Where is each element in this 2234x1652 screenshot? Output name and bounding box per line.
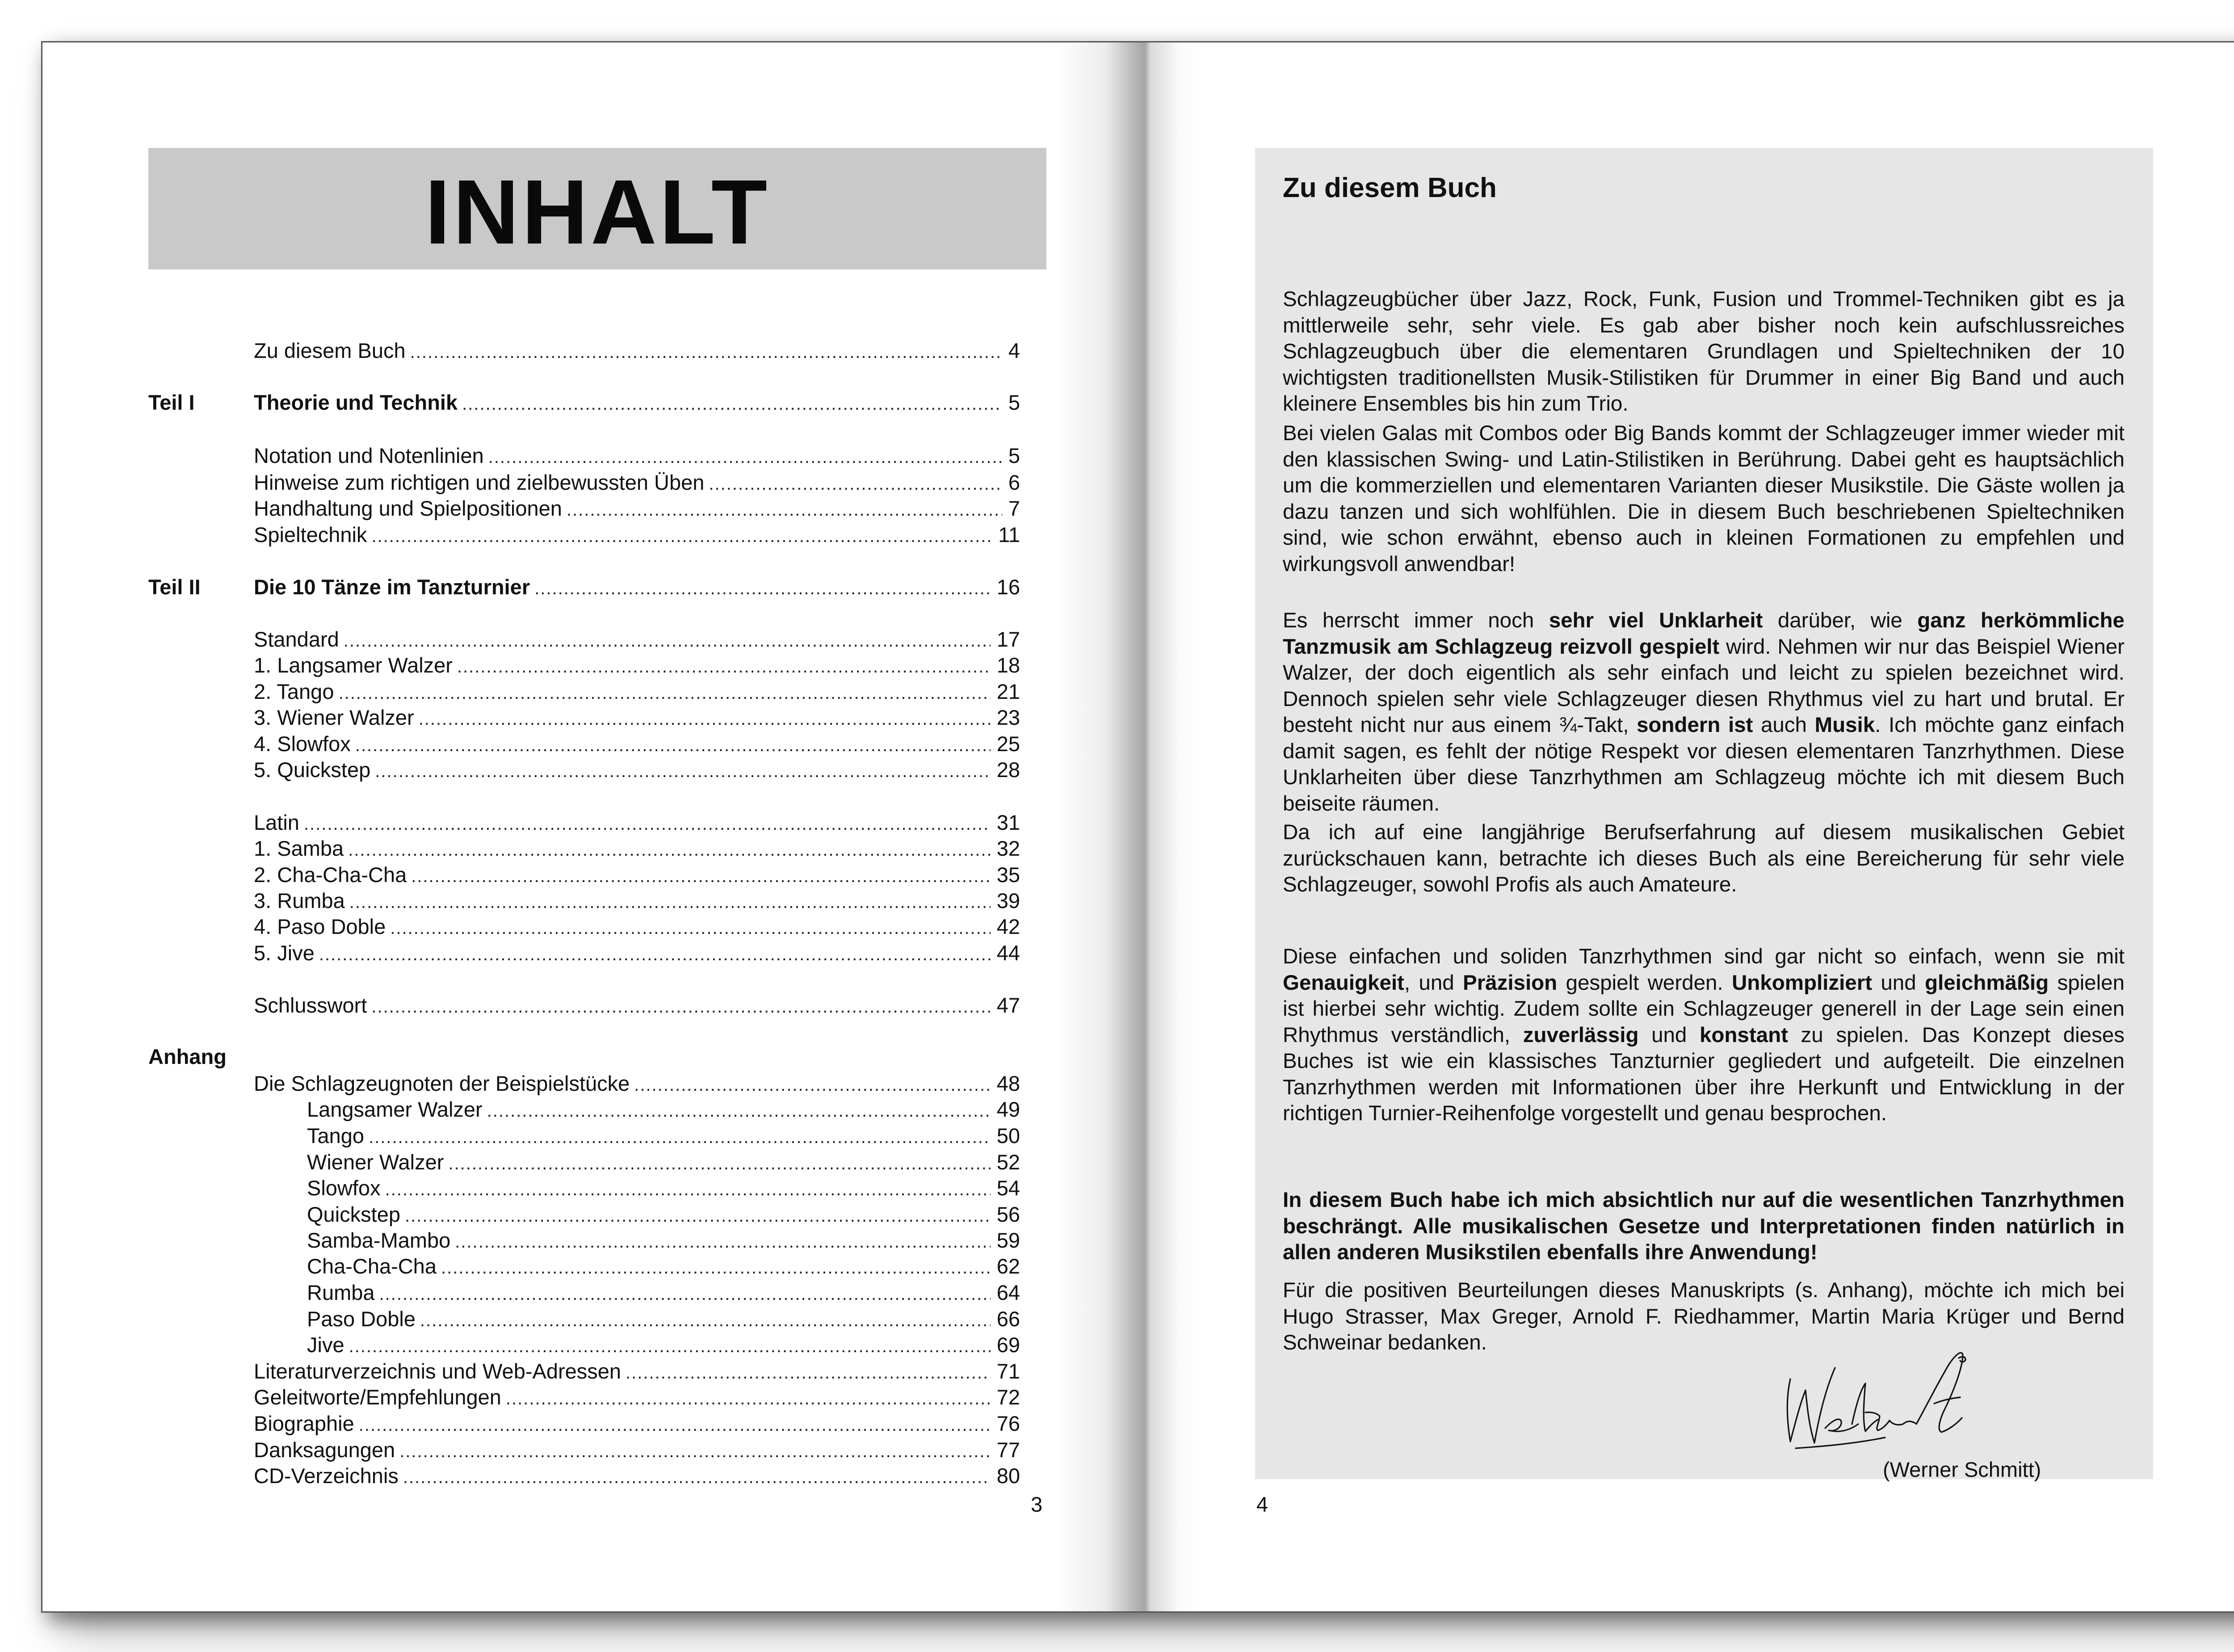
- signature-name: (Werner Schmitt): [1883, 1458, 2041, 1481]
- foreword-paragraph: [1283, 608, 2125, 817]
- toc-part-label: Teil II: [148, 575, 201, 599]
- toc-entry-title: 3. Rumba: [254, 889, 345, 912]
- emphasis-text: Musik: [1814, 713, 1875, 737]
- toc-entry-page: 66: [996, 1307, 1020, 1331]
- emphasis-text: sondern ist: [1636, 713, 1753, 737]
- emphasis-text: In diesem Buch habe ich mich absichtlich nur auf die wesentlichen Tanzrhythmen beschrängt. Alle musikalischen Gesetze und Interpretationen finden natürlich in allen anderen Musikstilen ebenfalls ihre Anwendung!: [1283, 1188, 2125, 1264]
- toc-entry-title: Latin: [254, 811, 299, 834]
- dot-leader: [375, 758, 990, 783]
- toc-entry-title: Rumba: [307, 1281, 375, 1304]
- dot-leader: [487, 1097, 991, 1123]
- toc-entry[interactable]: [307, 1253, 1020, 1280]
- page-number-left: 3: [1031, 1492, 1043, 1516]
- toc-entry-title: 5. Jive: [254, 941, 315, 965]
- toc-entry-page: 49: [996, 1097, 1020, 1121]
- toc-entry-title: 4. Paso Doble: [254, 915, 386, 938]
- paragraph-text: Diese einfachen und soliden Tanzrhythmen sind gar nicht so einfach, wenn sie mit: [1283, 945, 2125, 968]
- dot-leader: [348, 837, 991, 862]
- toc-entry[interactable]: [307, 1201, 1020, 1228]
- toc-entry[interactable]: [254, 389, 1020, 416]
- dot-leader: [457, 653, 991, 679]
- emphasis-text: ganz herkömmliche Tanzmusik am Schlagzeug reizvoll gespielt: [1283, 609, 2125, 659]
- toc-entry[interactable]: [307, 1279, 1020, 1306]
- dot-leader: [379, 1281, 991, 1306]
- dot-leader: [411, 863, 991, 888]
- toc-entry-title: Geleitworte/Empfehlungen: [254, 1385, 501, 1409]
- toc-entry-title: CD-Verzeichnis: [254, 1464, 399, 1488]
- dot-leader: [319, 941, 991, 967]
- dot-leader: [385, 1176, 991, 1202]
- dot-leader: [371, 523, 992, 548]
- toc-entry[interactable]: [254, 1410, 1020, 1437]
- toc-entry-title: 5. Quickstep: [254, 758, 371, 782]
- toc-entry-title: Langsamer Walzer: [307, 1097, 483, 1121]
- toc-entry-page: 31: [996, 811, 1020, 834]
- toc-section-anhang: Anhang: [148, 1045, 227, 1068]
- toc-entry-page: 11: [998, 523, 1020, 546]
- toc-entry-title: 1. Samba: [254, 837, 344, 860]
- paragraph-text: spielen ist hierbei sehr wichtig. Zudem sollte ein Schlagzeuger generell in der Lage sein einen Rhythmus verständlich,: [1283, 971, 2125, 1047]
- foreword-paragraph: [1283, 944, 2125, 1127]
- dot-leader: [709, 471, 1002, 496]
- toc-entry[interactable]: [254, 862, 1020, 888]
- toc-entry-title: Tango: [307, 1124, 365, 1148]
- toc-entry[interactable]: [254, 992, 1020, 1019]
- toc-entry-title: Hinweise zum richtigen und zielbewussten Üben: [254, 471, 705, 494]
- paragraph-text: zu spielen. Das Konzept dieses Buches ist wie ein klassisches Tanzturnier gegliedert und aufgeteilt. Die einzelnen Tanzrhythmen werden mit Informationen über ihre Herkunft und Entwicklung in der richtigen Turnier-Reihenfolge vorgestellt und genau besprochen.: [1283, 1023, 2125, 1125]
- paragraph-text: gespielt werden.: [1557, 971, 1732, 995]
- dot-leader: [405, 1202, 991, 1228]
- toc-entry-title: Spieltechnik: [254, 523, 367, 546]
- toc-entry[interactable]: [254, 913, 1020, 940]
- toc-entry-page: 42: [996, 915, 1020, 938]
- toc-entry[interactable]: [254, 1384, 1020, 1411]
- toc-entry-title: Die 10 Tänze im Tanzturnier: [254, 575, 530, 599]
- paragraph-text: und: [1872, 971, 1925, 995]
- emphasis-text: konstant: [1699, 1023, 1788, 1047]
- toc-entry-title: Danksagungen: [254, 1438, 395, 1462]
- toc-entry-title: 2. Tango: [254, 680, 334, 703]
- toc-entry[interactable]: [254, 757, 1020, 783]
- toc-entry[interactable]: [307, 1122, 1020, 1149]
- dot-leader: [304, 811, 991, 836]
- dot-leader: [410, 339, 1002, 364]
- dot-leader: [626, 1359, 991, 1385]
- paragraph-text: . Ich möchte ganz einfach damit sagen, es fehlt der nötige Respekt vor diesen elementaren Tanzrhythmen. Diese Unklarheiten über diese Tanzrhythmen am Schlagzeug möchte ich mit diesem Buch beiseite räumen.: [1283, 713, 2125, 815]
- toc-entry-page: 54: [996, 1176, 1020, 1200]
- toc-entry-title: 4. Slowfox: [254, 732, 351, 756]
- dot-leader: [419, 706, 991, 731]
- paragraph-text: Da ich auf eine langjährige Berufserfahrung auf diesem musikalischen Gebiet zurückschauen kann, betrachte ich dieses Buch als eine Bereicherung für sehr viele Schlagzeuger, sowohl Profis als auch Amateure.: [1283, 820, 2125, 896]
- foreword-heading: Zu diesem Buch: [1283, 172, 1497, 203]
- toc-entry-title: Die Schlagzeugnoten der Beispielstücke: [254, 1072, 630, 1095]
- toc-entry[interactable]: [254, 574, 1020, 601]
- foreword-paragraph: [1283, 286, 2125, 417]
- dot-leader: [634, 1072, 990, 1097]
- toc-entry[interactable]: [254, 809, 1020, 836]
- toc-entry[interactable]: [307, 1096, 1020, 1123]
- toc-entry-title: Biographie: [254, 1412, 354, 1435]
- dot-leader: [455, 1228, 990, 1254]
- dot-leader: [403, 1464, 991, 1489]
- toc-entry-title: Cha-Cha-Cha: [307, 1254, 437, 1278]
- toc-entry-title: Paso Doble: [307, 1307, 416, 1331]
- foreword-box: [1255, 148, 2153, 1479]
- toc-entry-page: 35: [996, 863, 1020, 887]
- toc-entry-title: Samba-Mambo: [307, 1228, 451, 1252]
- paragraph-text: Bei vielen Galas mit Combos oder Big Bands kommt der Schlagzeuger immer wieder mit den klassischen Swing- und Latin-Stilistiken in Berührung. Dabei geht es hauptsächlich um die kommerziellen und elementaren Varianten dieser Musikstile. Die Gäste wollen ja dazu tanzen und sich wohlfühlen. Die in diesem Buch beschriebenen Spieltechniken sind, wie schon erwähnt, ebenso auch in kleinen Formationen zu empfehlen und wirkungsvoll anwendbar!: [1283, 421, 2125, 576]
- toc-entry[interactable]: [254, 678, 1020, 705]
- toc-entry-page: 6: [1008, 471, 1020, 494]
- toc-entry-page: 18: [996, 653, 1020, 677]
- foreword-paragraph: [1283, 820, 2125, 898]
- page-number-right: 4: [1256, 1492, 1268, 1516]
- toc-entry-page: 47: [996, 993, 1020, 1017]
- toc-entry[interactable]: [307, 1306, 1020, 1333]
- toc-entry-title: Standard: [254, 627, 339, 651]
- toc-entry[interactable]: [254, 731, 1020, 757]
- toc-entry-page: 16: [996, 575, 1020, 599]
- toc-entry[interactable]: [254, 940, 1020, 967]
- toc-entry-title: 3. Wiener Walzer: [254, 706, 414, 729]
- toc-entry-title: 2. Cha-Cha-Cha: [254, 863, 407, 887]
- toc-entry[interactable]: [254, 835, 1020, 862]
- foreword-paragraph: [1283, 420, 2125, 577]
- dot-leader: [420, 1307, 991, 1333]
- dot-leader: [369, 1124, 991, 1149]
- paragraph-text: darüber, wie: [1763, 609, 1918, 632]
- paragraph-text: Schlagzeugbücher über Jazz, Rock, Funk, Fusion und Trommel-Techniken gibt es ja mittlerweile sehr, sehr viele. Es gab aber bisher noch kein aufschlussreiches Schlagzeugbuch über die elementaren Grundlagen und Spieltechniken der 10 wichtigsten traditionellsten Musik-Stilistiken für Drummer in einer Big Band und auch kleinere Ensembles bis hin zum Trio.: [1283, 287, 2125, 416]
- toc-entry[interactable]: [307, 1175, 1020, 1202]
- toc-part-label: Teil I: [148, 391, 195, 414]
- toc-entry[interactable]: [254, 626, 1020, 653]
- toc-entry-title: Literaturverzeichnis und Web-Adressen: [254, 1359, 621, 1383]
- dot-leader: [462, 391, 1002, 417]
- toc-entry[interactable]: [254, 1437, 1020, 1463]
- toc-entry-title: Theorie und Technik: [254, 391, 458, 414]
- dot-leader: [371, 993, 990, 1019]
- paragraph-text: auch: [1753, 713, 1815, 737]
- dot-leader: [349, 1333, 991, 1358]
- toc-entry-page: 5: [1008, 391, 1020, 414]
- dot-leader: [441, 1254, 991, 1280]
- toc-entry-title: Wiener Walzer: [307, 1150, 444, 1174]
- paragraph-text: Es herrscht immer noch: [1283, 609, 1549, 632]
- toc-entry-title: Quickstep: [307, 1202, 400, 1226]
- toc-entry-page: 59: [996, 1228, 1020, 1252]
- toc-entry[interactable]: [254, 1463, 1020, 1489]
- toc-entry-page: 7: [1008, 496, 1020, 520]
- emphasis-text: Präzision: [1463, 971, 1558, 995]
- toc-entry-page: 21: [996, 680, 1020, 703]
- toc-entry[interactable]: [254, 521, 1020, 548]
- toc-entry-title: Slowfox: [307, 1176, 381, 1200]
- dot-leader: [534, 575, 991, 602]
- toc-entry-page: 69: [996, 1333, 1020, 1357]
- emphasis-text: Genauigkeit: [1283, 971, 1404, 995]
- toc-entry[interactable]: [307, 1149, 1020, 1176]
- toc-entry-page: 77: [996, 1438, 1020, 1462]
- toc-entry[interactable]: [307, 1227, 1020, 1254]
- toc-entry-page: 62: [996, 1254, 1020, 1278]
- toc-entry-page: 23: [996, 706, 1020, 729]
- toc-entry-page: 32: [996, 837, 1020, 860]
- paragraph-text: und: [1638, 1023, 1700, 1047]
- toc-entry[interactable]: [254, 1358, 1020, 1385]
- toc-entry-page: 28: [996, 758, 1020, 782]
- toc-entry-page: 17: [996, 627, 1020, 651]
- emphasis-text: Unkompliziert: [1731, 971, 1873, 995]
- toc-entry-page: 48: [996, 1072, 1020, 1095]
- paragraph-text: , und: [1404, 971, 1463, 995]
- dot-leader: [567, 496, 1002, 522]
- toc-title: INHALT: [424, 160, 770, 263]
- toc-entry-page: 71: [996, 1359, 1020, 1383]
- toc-entry[interactable]: [254, 1070, 1020, 1097]
- dot-leader: [355, 732, 991, 757]
- toc-entry-page: 80: [996, 1464, 1020, 1488]
- toc-entry-page: 76: [996, 1412, 1020, 1435]
- toc-entry-page: 64: [996, 1281, 1020, 1304]
- toc-entry[interactable]: [254, 704, 1020, 731]
- dot-leader: [349, 889, 991, 914]
- dot-leader: [338, 680, 990, 705]
- dot-leader: [448, 1150, 990, 1176]
- toc-entry-page: 72: [996, 1385, 1020, 1409]
- dot-leader: [344, 627, 991, 653]
- dot-leader: [399, 1438, 991, 1463]
- paragraph-text: Für die positiven Beurteilungen dieses Manuskripts (s. Anhang), möchte ich mich bei Hugo Strasser, Max Greger, Arnold F. Riedhammer, Martin Maria Krüger und Bernd Schweinar bedanken.: [1283, 1278, 2125, 1354]
- toc-entry-page: 25: [996, 732, 1020, 756]
- toc-entry-title: Handhaltung und Spielpositionen: [254, 496, 562, 520]
- toc-entry-title: Zu diesem Buch: [254, 339, 406, 362]
- toc-entry[interactable]: [307, 1332, 1020, 1358]
- emphasis-text: gleichmäßig: [1924, 971, 2049, 995]
- emphasis-text: zuverlässig: [1523, 1023, 1639, 1047]
- toc-entry-title: Jive: [307, 1333, 344, 1357]
- toc-entry-title: Schlusswort: [254, 993, 367, 1017]
- toc-entry[interactable]: [254, 495, 1020, 522]
- toc-entry-page: 44: [996, 941, 1020, 965]
- dot-leader: [390, 915, 990, 940]
- toc-entry-title: 1. Langsamer Walzer: [254, 653, 453, 677]
- dot-leader: [359, 1412, 991, 1437]
- toc-entry-page: 50: [996, 1124, 1020, 1148]
- toc-entry-page: 52: [996, 1150, 1020, 1174]
- toc-entry[interactable]: [254, 469, 1020, 496]
- toc-entry-title: Notation und Notenlinien: [254, 444, 484, 467]
- dot-leader: [488, 444, 1002, 469]
- foreword-paragraph: [1283, 1187, 2125, 1266]
- paragraph-text: wird. Nehmen wir nur das Beispiel Wiener Walzer, der doch eigentlich als sehr einfach und leicht zu spielen bezeichnet wird. Dennoch spielen sehr viele Schlagzeuger diesen Rhythmus viel zu hart und brutal. Er besteht nicht nur aus einem ¾-Takt,: [1283, 635, 2125, 737]
- dot-leader: [506, 1385, 991, 1411]
- toc-entry[interactable]: [254, 652, 1020, 679]
- emphasis-text: sehr viel Unklarheit: [1549, 609, 1763, 632]
- toc-entry[interactable]: [254, 337, 1020, 364]
- toc-entry-page: 5: [1008, 444, 1020, 467]
- open-book-spread: [41, 41, 2234, 1613]
- foreword-paragraph: [1283, 1278, 2125, 1356]
- toc-entry-page: 4: [1008, 339, 1020, 362]
- toc-entry-page: 39: [996, 889, 1020, 912]
- handwritten-signature: [1782, 1337, 1988, 1466]
- toc-entry[interactable]: [254, 442, 1020, 469]
- toc-entry[interactable]: [254, 887, 1020, 914]
- toc-entry-page: 56: [996, 1202, 1020, 1226]
